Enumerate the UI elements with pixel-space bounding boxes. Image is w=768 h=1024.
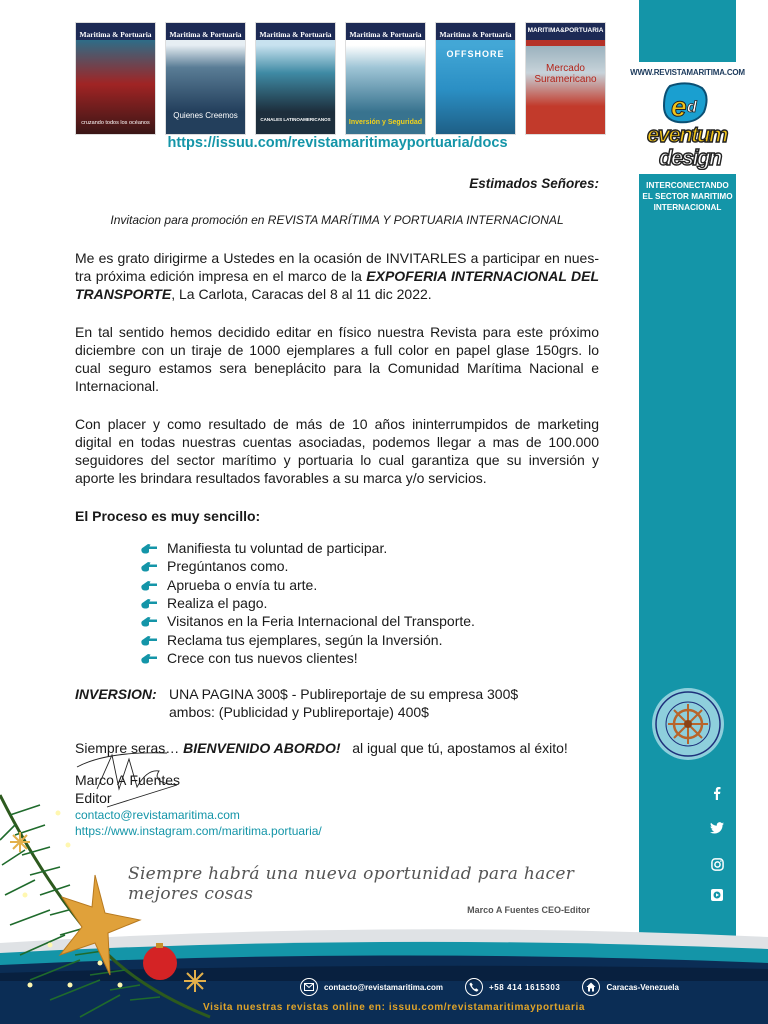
cover-headline: CANALES LATINOAMERICANOS (260, 117, 331, 122)
process-step (140, 630, 599, 648)
closing-text: Siempre seras… (75, 740, 184, 757)
tagline-line: EL SECTOR MARITIMO (642, 192, 733, 201)
cover-headline: cruzando todos los océanos (81, 120, 150, 126)
pointing-hand-icon (140, 652, 157, 664)
eventum-design-logo (640, 82, 735, 170)
svg-text:design: design (659, 145, 721, 170)
process-step (140, 576, 599, 594)
magazine-covers (75, 22, 606, 135)
visit-online-link[interactable]: Visita nuestras revistas online en: issuu.com/revistamaritimayportuaria (203, 1002, 585, 1013)
paragraph-text: Me es grato dirigirme a Ustedes en la ocasión de INVITARLES a participar en nues-tra próxima edición impresa en el marco de la (75, 250, 599, 284)
contact-email-link[interactable]: contacto@revistamaritima.com (75, 808, 240, 823)
process-step (140, 649, 599, 667)
event-name: EXPOFERIA INTERNACIONAL DEL TRANSPORTE (75, 268, 599, 302)
pointing-hand-icon (140, 634, 157, 646)
greeting: Estimados Señores: (469, 176, 599, 191)
website-url[interactable]: WWW.REVISTAMARITIMA.COM (630, 68, 745, 77)
magazine-cover[interactable] (525, 22, 606, 135)
signer-name: Marco A Fuentes (75, 772, 181, 789)
cover-band (526, 40, 605, 46)
magazine-cover[interactable] (435, 22, 516, 135)
christmas-decoration (0, 785, 215, 1024)
pointing-hand-icon (140, 597, 157, 609)
pointing-hand-icon (140, 542, 157, 554)
svg-text:d: d (687, 99, 697, 116)
pointing-hand-icon (140, 615, 157, 627)
step-text: Reclama tus ejemplares, según la Inversión. (167, 631, 443, 648)
process-step (140, 539, 599, 557)
magazine-cover[interactable] (345, 22, 426, 135)
cover-masthead: Maritima & Portuaria (76, 23, 155, 40)
process-step (140, 594, 599, 612)
cover-masthead: Maritima & Portuaria (436, 23, 515, 40)
step-text: Pregúntanos como. (167, 558, 289, 575)
step-text: Visitanos en la Feria Internacional del Transporte. (167, 613, 475, 630)
footer-phone-text: +58 414 1615303 (488, 982, 561, 992)
magazine-seal-logo (651, 687, 725, 761)
inversion-block (75, 685, 599, 721)
instagram-icon[interactable] (708, 855, 726, 873)
inversion-prices (169, 685, 518, 721)
process-step (140, 612, 599, 630)
step-text: Crece con tus nuevos clientes! (167, 649, 358, 666)
magazine-cover[interactable] (255, 22, 336, 135)
facebook-icon[interactable] (708, 784, 726, 802)
step-text: Realiza el pago. (167, 595, 268, 612)
svg-text:eventum: eventum (647, 122, 727, 147)
cover-masthead: Maritima & Portuaria (166, 23, 245, 40)
footer-email-text: contacto@revistamaritima.com (324, 982, 443, 992)
step-text: Manifiesta tu voluntad de participar. (167, 540, 388, 557)
footer-contacts (300, 978, 701, 996)
price-line: ambos: (Publicidad y Publireportaje) 400$ (169, 704, 429, 721)
letter-subject: Invitacion para promoción en REVISTA MARÍTIMA Y PORTUARIA INTERNACIONAL (110, 213, 564, 227)
cover-headline: Mercado Suramericano (534, 63, 597, 85)
cover-masthead: Maritima & Portuaria (346, 23, 425, 40)
footer-location (582, 978, 679, 996)
cover-headline: OFFSHORE (446, 49, 505, 59)
youtube-icon[interactable] (708, 886, 726, 904)
footer-phone[interactable] (465, 978, 561, 996)
phone-icon (465, 978, 483, 996)
paragraph-text: , La Carlota, Caracas del 8 al 11 dic 2022. (171, 286, 432, 302)
instagram-link[interactable]: https://www.instagram.com/maritima.portuaria/ (75, 824, 322, 839)
cover-headline: Inversión y Seguridad (348, 119, 423, 126)
letter-body (75, 175, 599, 839)
motto-author: Marco A Fuentes CEO-Editor (467, 905, 590, 915)
paragraph-print-edition: En tal sentido hemos decidido editar en físico nuestra Revista para este próximo diciembre con un tiraje de 1000 ejemplares a full color en papel glase 150grs. lo cual seguro estamos sera beneplácito para la Comunidad Marítima Nacional e Internacional. (75, 324, 599, 394)
pointing-hand-icon (140, 560, 157, 572)
sidebar-tagline (639, 180, 736, 213)
twitter-icon[interactable] (708, 819, 726, 837)
welcome-text: BIENVENIDO ABORDO! (183, 740, 341, 757)
signer-role: Editor (75, 790, 112, 807)
tagline-line: INTERCONECTANDO (646, 181, 729, 190)
issuu-link[interactable]: https://issuu.com/revistamaritimayportuaria/docs (167, 135, 508, 151)
footer-email[interactable] (300, 978, 443, 996)
home-icon (582, 978, 600, 996)
cover-headline: Quienes Creemos (173, 111, 238, 120)
pointing-hand-icon (140, 579, 157, 591)
magazine-cover[interactable] (165, 22, 246, 135)
svg-text:e: e (671, 91, 687, 122)
process-title: El Proceso es muy sencillo: (75, 508, 261, 524)
motto-quote: Siempre habrá una nueva oportunidad para hacer mejores cosas (128, 864, 575, 904)
mail-icon (300, 978, 318, 996)
step-text: Aprueba o envía tu arte. (167, 576, 318, 593)
paragraph-invitation (75, 249, 599, 303)
process-step (140, 557, 599, 575)
cover-masthead: Maritima & Portuaria (256, 23, 335, 40)
paragraph-reach: Con placer y como resultado de más de 10 años ininterrumpidos de marketing digital en todas nuestras cuentas asociadas, podemos llegar a mas de 100.000 seguidores del sector marítimo y portuaria lo cual garantiza que su inversión y aporte les brindara resultados favorables a su marca y/o servicios. (75, 416, 599, 486)
closing-text: al igual que tú, apostamos al éxito! (340, 740, 568, 757)
process-steps (140, 539, 599, 667)
footer-location-text: Caracas-Venezuela (606, 982, 679, 992)
magazine-cover[interactable] (75, 22, 156, 135)
inversion-label: INVERSION: (75, 686, 157, 703)
price-line: UNA PAGINA 300$ - Publireportaje de su empresa 300$ (169, 686, 519, 703)
tagline-line: INTERNACIONAL (653, 203, 722, 212)
cover-masthead: MARITIMA&PORTUARIA (526, 23, 605, 40)
